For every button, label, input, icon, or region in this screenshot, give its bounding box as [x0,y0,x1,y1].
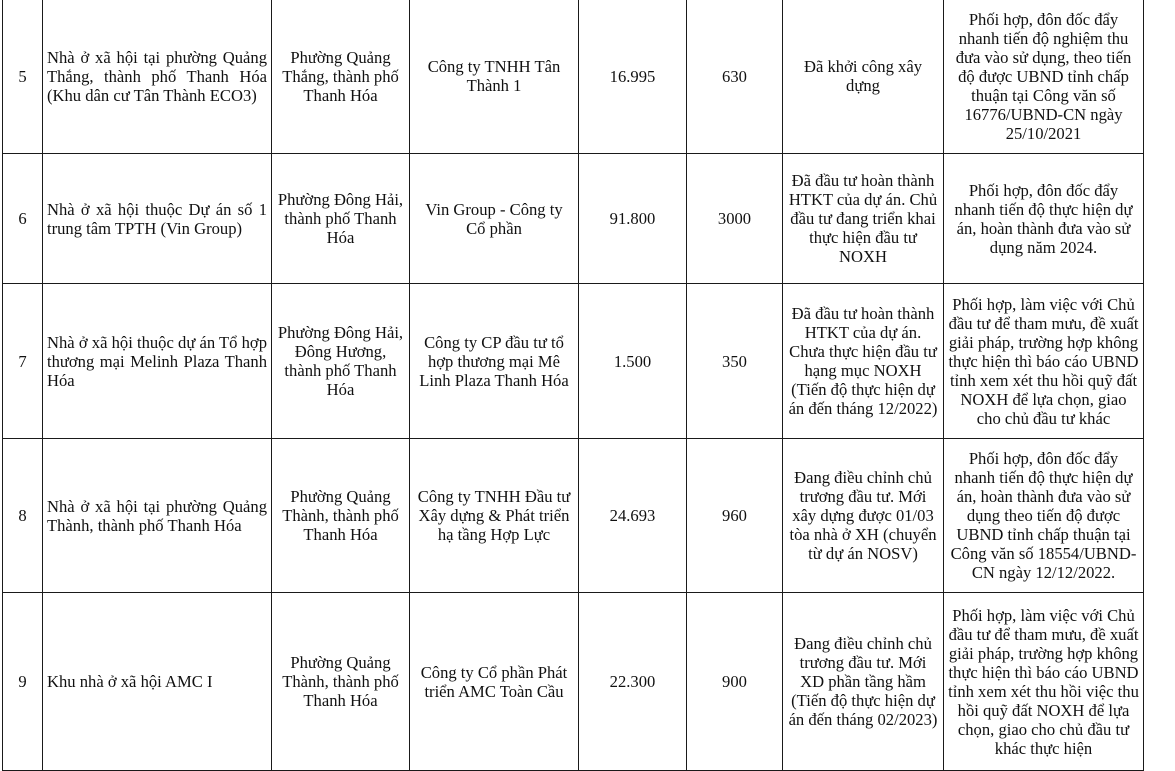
units-cell: 630 [687,0,783,154]
project-name-cell: Nhà ở xã hội thuộc dự án Tổ hợp thương mại Melinh Plaza Thanh Hóa [43,284,272,439]
solution-cell: Phối hợp, đôn đốc đẩy nhanh tiến độ nghiệm thu đưa vào sử dụng, theo tiến độ được UBND tỉnh chấp thuận tại Công văn số 16776/UBND-CN ngày 25/10/2021 [944,0,1144,154]
solution-cell: Phối hợp, đôn đốc đẩy nhanh tiến độ thực hiện dự án, hoàn thành đưa vào sử dụng theo tiến độ được UBND tỉnh chấp thuận tại Công văn số 18554/UBND-CN ngày 12/12/2022. [944,439,1144,593]
units-cell: 960 [687,439,783,593]
row-number-cell: 7 [3,284,43,439]
location-cell: Phường Đông Hải, Đông Hương, thành phố Thanh Hóa [272,284,410,439]
table-row [3,0,1144,154]
row-number-cell: 6 [3,154,43,284]
area-cell: 22.300 [579,593,687,771]
social-housing-projects-table [2,0,1144,771]
location-cell: Phường Đông Hải, thành phố Thanh Hóa [272,154,410,284]
row-number-cell: 8 [3,439,43,593]
table-row [3,284,1144,439]
units-cell: 900 [687,593,783,771]
units-cell: 3000 [687,154,783,284]
investor-cell: Công ty TNHH Tân Thành 1 [410,0,579,154]
project-name-cell: Nhà ở xã hội thuộc Dự án số 1 trung tâm TPTH (Vin Group) [43,154,272,284]
table-row [3,439,1144,593]
investor-cell: Vin Group - Công ty Cổ phần [410,154,579,284]
location-cell: Phường Quảng Thành, thành phố Thanh Hóa [272,593,410,771]
area-cell: 24.693 [579,439,687,593]
status-cell: Đã đầu tư hoàn thành HTKT của dự án. Chưa thực hiện đầu tư hạng mục NOXH (Tiến độ thực hiện dự án đến tháng 12/2022) [783,284,944,439]
solution-cell: Phối hợp, đôn đốc đẩy nhanh tiến độ thực hiện dự án, hoàn thành đưa vào sử dụng năm 2024. [944,154,1144,284]
area-cell: 91.800 [579,154,687,284]
row-number-cell: 9 [3,593,43,771]
location-cell: Phường Quảng Thành, thành phố Thanh Hóa [272,439,410,593]
project-name-cell: Nhà ở xã hội tại phường Quảng Thành, thành phố Thanh Hóa [43,439,272,593]
project-name-cell: Nhà ở xã hội tại phường Quảng Thắng, thành phố Thanh Hóa (Khu dân cư Tân Thành ECO3) [43,0,272,154]
solution-cell: Phối hợp, làm việc với Chủ đầu tư để tham mưu, đề xuất giải pháp, trường hợp không thực hiện thì báo cáo UBND tỉnh xem xét thu hồi quỹ đất NOXH để lựa chọn, giao cho chủ đầu tư khác [944,284,1144,439]
project-name-cell: Khu nhà ở xã hội AMC I [43,593,272,771]
row-number-cell: 5 [3,0,43,154]
solution-cell: Phối hợp, làm việc với Chủ đầu tư để tham mưu, đề xuất giải pháp, trường hợp không thực hiện thì báo cáo UBND tỉnh xem xét thu hồi việc thu hồi quỹ đất NOXH để lựa chọn, giao cho chủ đầu tư khác thực hiện [944,593,1144,771]
investor-cell: Công ty CP đầu tư tổ hợp thương mại Mê Linh Plaza Thanh Hóa [410,284,579,439]
investor-cell: Công ty Cổ phần Phát triển AMC Toàn Cầu [410,593,579,771]
location-cell: Phường Quảng Thắng, thành phố Thanh Hóa [272,0,410,154]
status-cell: Đã khởi công xây dựng [783,0,944,154]
table-row [3,593,1144,771]
table-row [3,154,1144,284]
units-cell: 350 [687,284,783,439]
investor-cell: Công ty TNHH Đầu tư Xây dựng & Phát triển hạ tầng Hợp Lực [410,439,579,593]
area-cell: 1.500 [579,284,687,439]
area-cell: 16.995 [579,0,687,154]
status-cell: Đang điều chỉnh chủ trương đầu tư. Mới XD phần tầng hầm (Tiến độ thực hiện dự án đến tháng 02/2023) [783,593,944,771]
status-cell: Đang điều chỉnh chủ trương đầu tư. Mới xây dựng được 01/03 tòa nhà ở XH (chuyển từ dự án NOSV) [783,439,944,593]
status-cell: Đã đầu tư hoàn thành HTKT của dự án. Chủ đầu tư đang triển khai thực hiện đầu tư NOXH [783,154,944,284]
